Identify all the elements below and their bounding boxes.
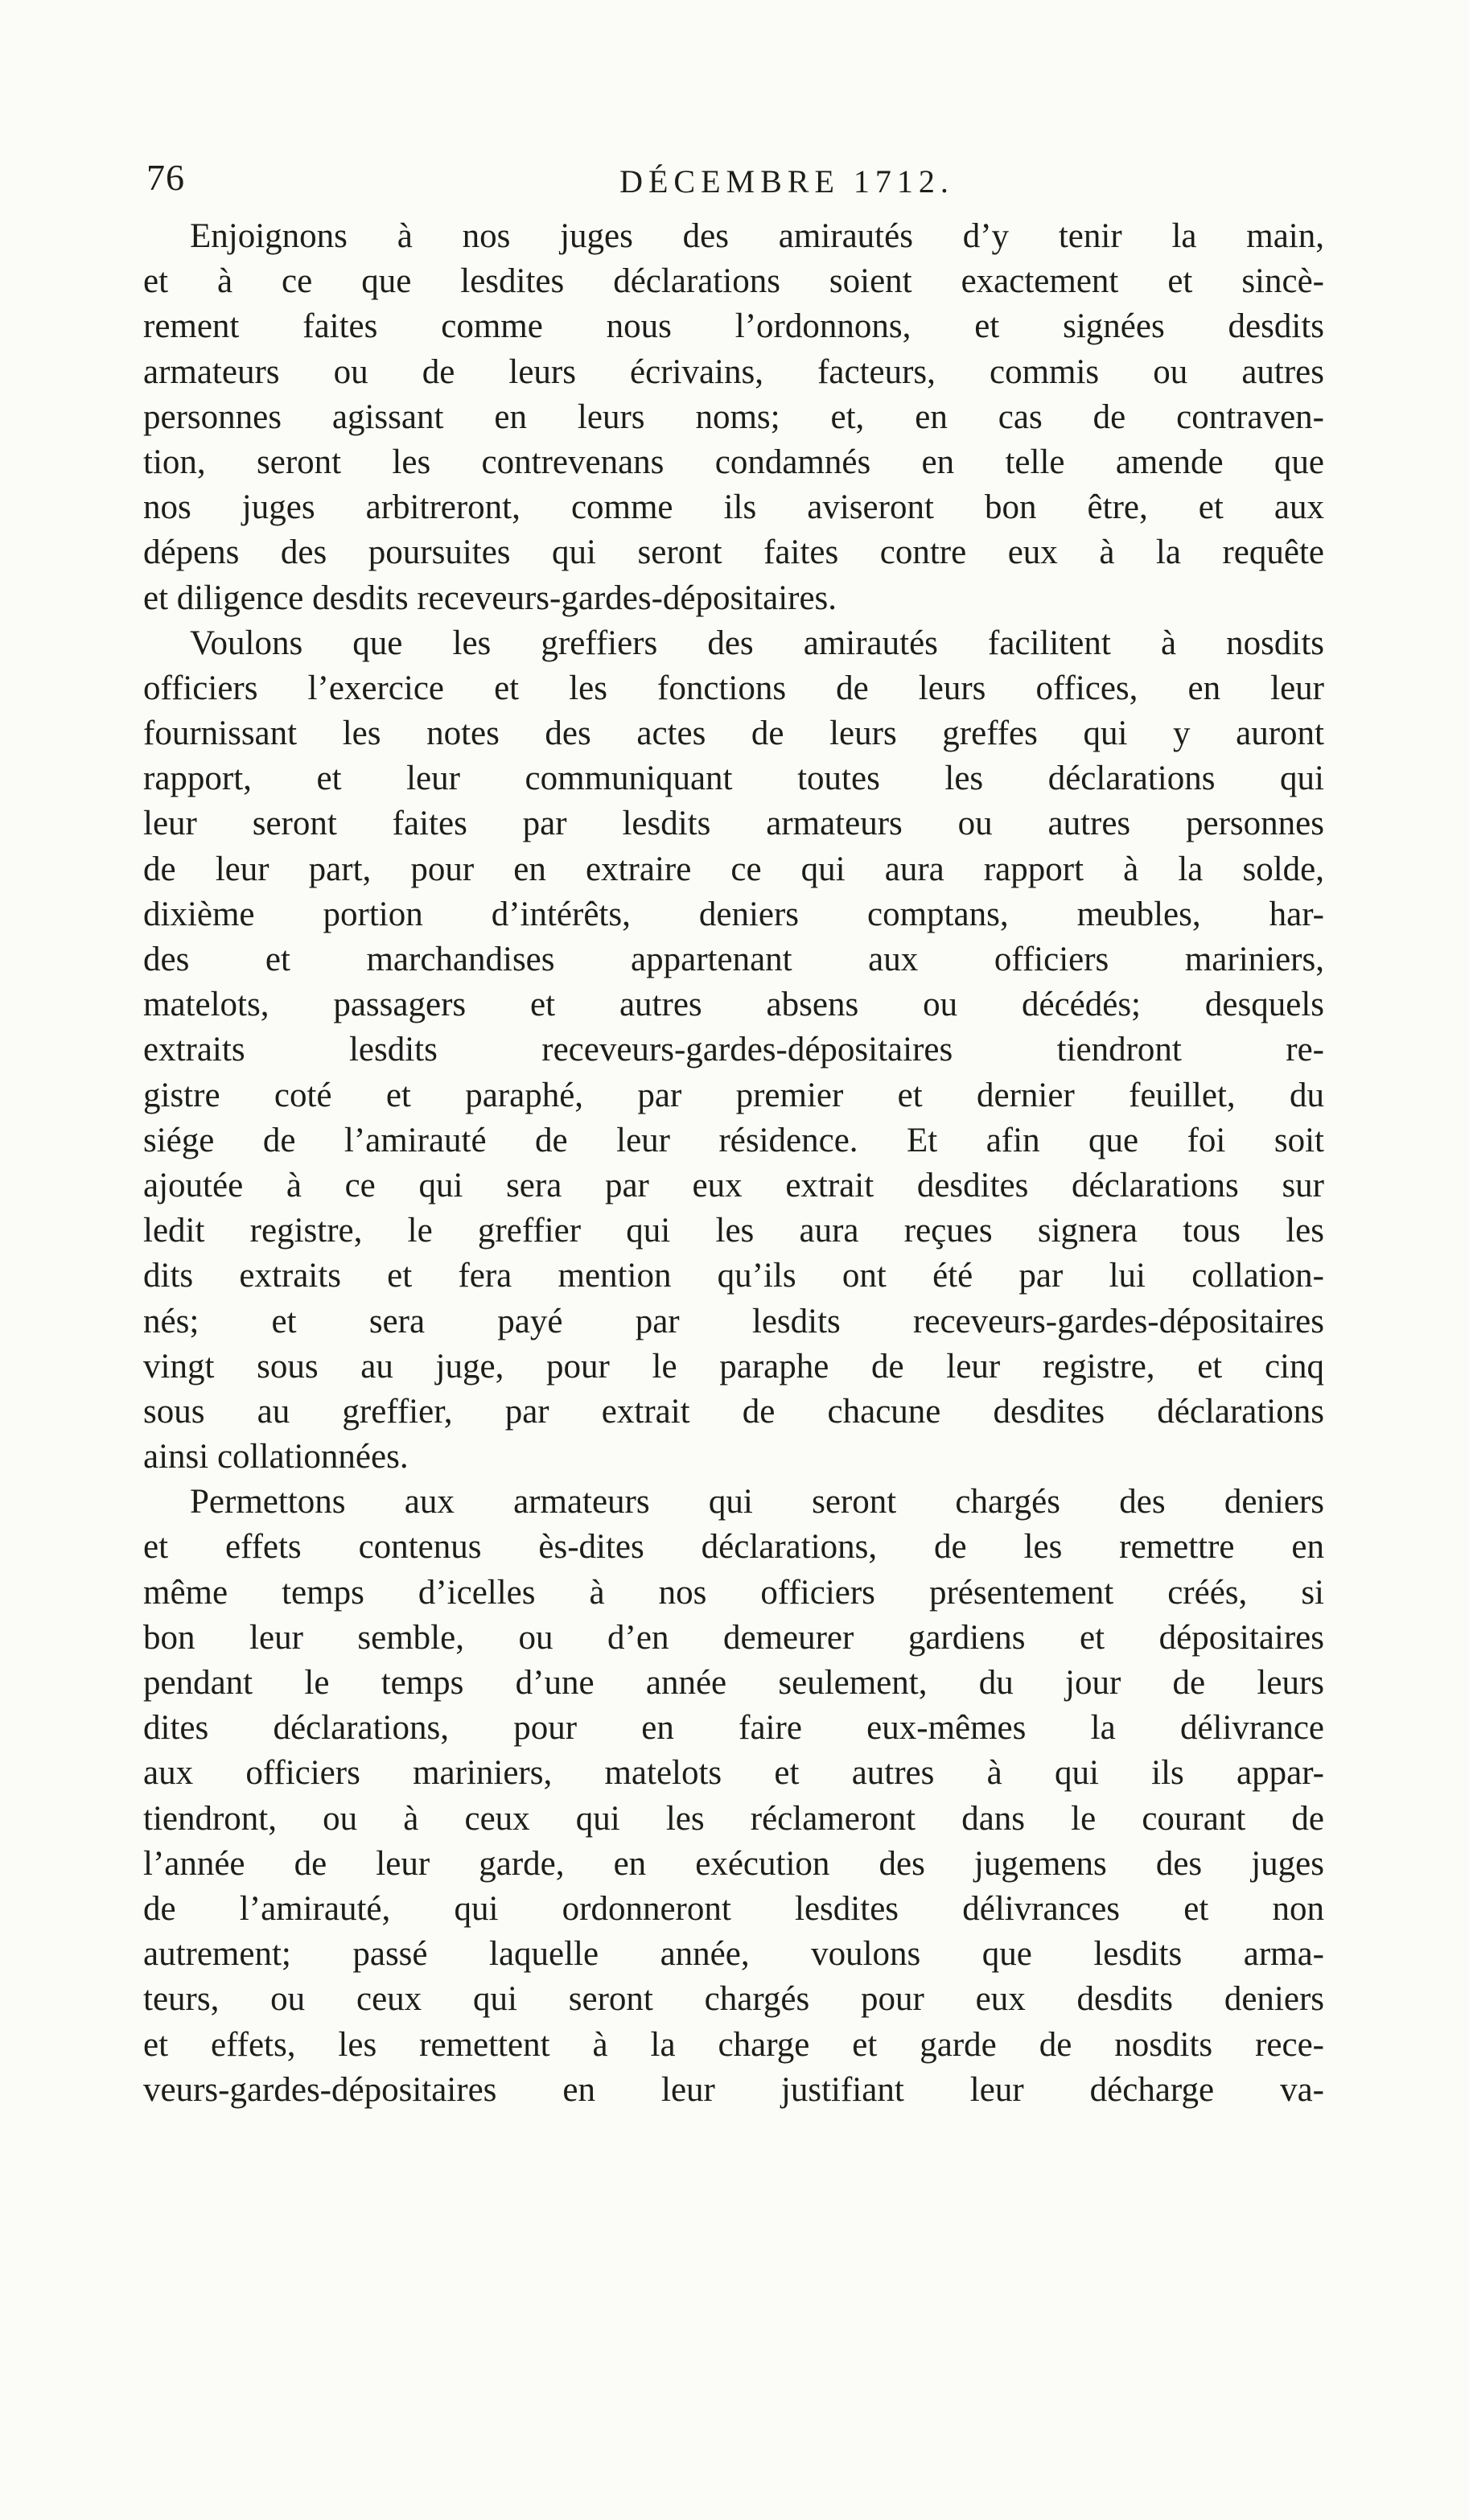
text-line: des et marchandises appartenant aux officiers mariniers, <box>143 941 1324 978</box>
text-line: tiendront, ou à ceux qui les réclameront dans le courant de <box>143 1799 1324 1838</box>
page-header <box>143 151 1324 208</box>
text-line: gistre coté et paraphé, par premier et dernier feuillet, du <box>143 1076 1324 1114</box>
text-line: bon leur semble, ou d’en demeurer gardiens et dépositaires <box>143 1618 1324 1657</box>
text-line: dites déclarations, pour en faire eux-mêmes la délivrance <box>143 1709 1324 1748</box>
text-line: ledit registre, le greffier qui les aura reçues signera tous les <box>143 1212 1324 1250</box>
text-line: l’année de leur garde, en exécution des jugemens des juges <box>143 1844 1324 1883</box>
text-line: Enjoignons à nos juges des amirautés d’y tenir la main, <box>190 217 1324 255</box>
running-head: DÉCEMBRE 1712. <box>619 163 954 200</box>
text-line: officiers l’exercice et les fonctions de leurs offices, en leur <box>143 669 1324 707</box>
text-line: rapport, et leur communiquant toutes les déclarations qui <box>143 760 1324 798</box>
text-line: même temps d’icelles à nos officiers présentement créés, si <box>143 1573 1324 1612</box>
text-line: nos juges arbitreront, comme ils aviseront bon être, et aux <box>143 488 1324 527</box>
text-line: matelots, passagers et autres absens ou décédés; desquels <box>143 986 1324 1024</box>
text-line: et diligence desdits receveurs-gardes-dépositaires. <box>143 579 837 617</box>
text-line: veurs-gardes-dépositaires en leur justifiant leur décharge va- <box>143 2070 1324 2109</box>
text-line: Voulons que les greffiers des amirautés facilitent à nosdits <box>190 624 1324 662</box>
text-line: ajoutée à ce qui sera par eux extrait desdites déclarations sur <box>143 1166 1324 1204</box>
text-line: pendant le temps d’une année seulement, du jour de leurs <box>143 1664 1324 1702</box>
page-number: 76 <box>146 157 185 198</box>
text-line: armateurs ou de leurs écrivains, facteurs, commis ou autres <box>143 352 1324 391</box>
text-line: sous au greffier, par extrait de chacune desdites déclarations <box>143 1392 1324 1431</box>
text-line: rement faites comme nous l’ordonnons, et signées desdits <box>143 307 1324 346</box>
text-line: Permettons aux armateurs qui seront chargés des deniers <box>190 1483 1324 1521</box>
text-line: dixième portion d’intérêts, deniers comptans, meubles, har- <box>143 895 1324 933</box>
text-line: ainsi collationnées. <box>143 1438 409 1476</box>
text-line: dits extraits et fera mention qu’ils ont été par lui collation- <box>143 1257 1324 1295</box>
text-line: personnes agissant en leurs noms; et, en cas de contraven- <box>143 397 1324 436</box>
text-line: vingt sous au juge, pour le paraphe de leur registre, et cinq <box>143 1347 1324 1386</box>
text-line: fournissant les notes des actes de leurs greffes qui y auront <box>143 714 1324 753</box>
text-line: teurs, ou ceux qui seront chargés pour eux desdits deniers <box>143 1980 1324 2019</box>
text-line: autrement; passé laquelle année, voulons que lesdits arma- <box>143 1935 1324 1974</box>
text-line: aux officiers mariniers, matelots et autres à qui ils appar- <box>143 1754 1324 1793</box>
text-line: siége de l’amirauté de leur résidence. Et afin que foi soit <box>143 1121 1324 1159</box>
text-line: nés; et sera payé par lesdits receveurs-gardes-dépositaires <box>143 1302 1324 1340</box>
text-line: et à ce que lesdites déclarations soient exactement et sincè- <box>143 262 1324 301</box>
text-line: leur seront faites par lesdits armateurs ou autres personnes <box>143 805 1324 843</box>
text-line: de l’amirauté, qui ordonneront lesdites délivrances et non <box>143 1889 1324 1928</box>
text-line: tion, seront les contrevenans condamnés en telle amende que <box>143 443 1324 481</box>
text-line: de leur part, pour en extraire ce qui aura rapport à la solde, <box>143 850 1324 888</box>
text-line: et effets contenus ès-dites déclarations, de les remettre en <box>143 1528 1324 1567</box>
text-line: dépens des poursuites qui seront faites contre eux à la requête <box>143 533 1324 572</box>
body-text <box>143 214 1324 2113</box>
text-line: extraits lesdits receveurs-gardes-dépositaires tiendront re- <box>143 1031 1324 1069</box>
text-line: et effets, les remettent à la charge et garde de nosdits rece- <box>143 2025 1324 2064</box>
